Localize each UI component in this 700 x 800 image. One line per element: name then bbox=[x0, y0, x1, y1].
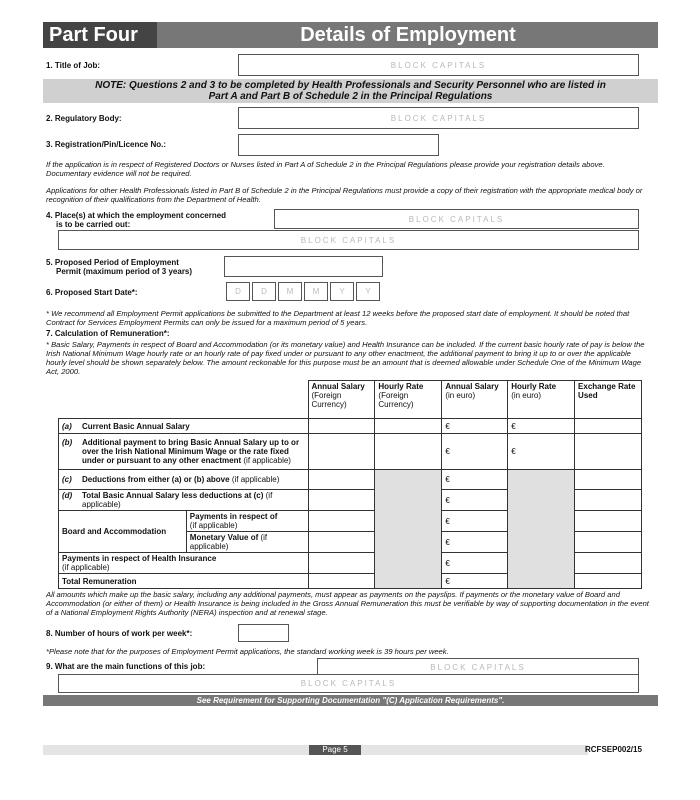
table-row bbox=[59, 434, 642, 470]
cell-a-exchange[interactable] bbox=[575, 419, 642, 434]
hours-note: *Please note that for the purposes of Employment Permit applications, the standard working week is 39 hours per week. bbox=[46, 647, 449, 656]
board-payments-label: Payments in respect of (if applicable) bbox=[186, 511, 308, 532]
start-date-year-2[interactable]: Y bbox=[356, 282, 380, 301]
q1-label: 1. Title of Job: bbox=[46, 61, 101, 70]
start-date-month-2[interactable]: M bbox=[304, 282, 328, 301]
q3-label: 3. Registration/Pin/Licence No.: bbox=[46, 140, 167, 149]
cell-c-annual-fc[interactable] bbox=[308, 470, 375, 490]
info-registered-doctors: If the application is in respect of Registered Doctors or Nurses listed in Part A of Schedule 2 in the Principal Regulations please provide your registration details above. Documentary evidence will not be required. bbox=[46, 160, 605, 178]
remuneration-note: * Basic Salary, Payments in respect of Board and Accommodation (or its monetary value) and Health Insurance can be included. If the current basic hourly rate of pay is below the Irish National Minimum Wage hourly rate or an hourly rate of pay fixed under or pursuant to any other enactment, the additional payment to bring it up to or over the applicable hourly level should be shown separately below. The amount reckonable for this purpose must be an amount that is deemed allowable under Schedule One of the Minimum Wage Act, 2000. bbox=[46, 340, 645, 376]
cell-total-exchange[interactable] bbox=[575, 574, 642, 589]
cell-health-annual-fc[interactable] bbox=[308, 553, 375, 574]
table-header-row bbox=[59, 381, 642, 419]
regulatory-body-input[interactable]: BLOCK CAPITALS bbox=[238, 107, 639, 129]
table-row bbox=[59, 470, 642, 490]
start-date-month-1[interactable]: M bbox=[278, 282, 302, 301]
q4-label-line-2: is to be carried out: bbox=[56, 220, 131, 229]
info-health-professionals: Applications for other Health Professionals listed in Part B of Schedule 2 in the Principal Regulations must provide a copy of their registration with the appropriate medical body or recognition of their qualifications from the Department of Health. bbox=[46, 186, 643, 204]
cell-board-pay-annual-eur[interactable]: € bbox=[442, 511, 508, 532]
main-functions-input-2[interactable]: BLOCK CAPITALS bbox=[58, 674, 639, 693]
amounts-note: All amounts which make up the basic salary, including any additional payments, must appear as payments on the payslips. If payments or the monetary value of Board and Accommodation (or either of them) or Health Insurance is being included in the Gross Annual Remuneration this must be verifiable by way of supporting documentation in the event of a National Employment Rights Authority (NERA) inspection and at renewal stage. bbox=[46, 590, 649, 617]
hourly-eur-shaded bbox=[508, 470, 575, 589]
cell-board-pay-exchange[interactable] bbox=[575, 511, 642, 532]
cell-total-annual-eur[interactable]: € bbox=[442, 574, 508, 589]
start-date-day-2[interactable]: D bbox=[252, 282, 276, 301]
job-title-input[interactable]: BLOCK CAPITALS bbox=[238, 54, 639, 76]
note-bar bbox=[43, 79, 658, 103]
note-line-1: NOTE: Questions 2 and 3 to be completed by Health Professionals and Security Personnel who are listed in bbox=[95, 80, 606, 91]
cell-d-annual-fc[interactable] bbox=[308, 490, 375, 511]
q6-label: 6. Proposed Start Date*: bbox=[46, 288, 138, 297]
cell-d-annual-eur[interactable]: € bbox=[442, 490, 508, 511]
health-insurance-label: Payments in respect of Health Insurance (if applicable) bbox=[59, 553, 309, 574]
start-date-day-1[interactable]: D bbox=[226, 282, 250, 301]
cell-a-annual-eur[interactable]: € bbox=[442, 419, 508, 434]
q5-label-line-2: Permit (maximum period of 3 years) bbox=[56, 267, 193, 276]
form-code: RCFSEP002/15 bbox=[585, 745, 642, 754]
hourly-fc-shaded bbox=[375, 470, 442, 589]
employment-place-input-1[interactable]: BLOCK CAPITALS bbox=[274, 209, 639, 229]
row-a-label: (a) Current Basic Annual Salary bbox=[59, 419, 309, 434]
part-label: Part Four bbox=[43, 22, 157, 48]
q8-label: 8. Number of hours of work per week*: bbox=[46, 629, 193, 638]
cell-d-exchange[interactable] bbox=[575, 490, 642, 511]
cell-board-pay-annual-fc[interactable] bbox=[308, 511, 375, 532]
cell-c-annual-eur[interactable]: € bbox=[442, 470, 508, 490]
q9-label: 9. What are the main functions of this job: bbox=[46, 662, 206, 671]
cell-b-hourly-fc[interactable] bbox=[375, 434, 442, 470]
q2-label: 2. Regulatory Body: bbox=[46, 114, 122, 123]
page-footer bbox=[43, 745, 588, 755]
row-d-label: (d) Total Basic Annual Salary less deductions at (c) (if applicable) bbox=[59, 490, 309, 511]
employment-period-input[interactable] bbox=[224, 256, 383, 277]
cell-b-annual-fc[interactable] bbox=[308, 434, 375, 470]
cell-a-hourly-eur[interactable]: € bbox=[508, 419, 575, 434]
cell-a-hourly-fc[interactable] bbox=[375, 419, 442, 434]
col-hourly-rate-euro: Hourly Rate (in euro) bbox=[508, 381, 575, 419]
remuneration-table bbox=[58, 380, 642, 589]
total-remuneration-label: Total Remuneration bbox=[59, 574, 309, 589]
cell-board-mon-annual-fc[interactable] bbox=[308, 532, 375, 553]
cell-health-annual-eur[interactable]: € bbox=[442, 553, 508, 574]
section-header bbox=[43, 22, 658, 48]
employment-place-input-2[interactable]: BLOCK CAPITALS bbox=[58, 230, 639, 250]
board-monetary-label: Monetary Value of (if applicable) bbox=[186, 532, 308, 553]
col-annual-salary-euro: Annual Salary (in euro) bbox=[442, 381, 508, 419]
registration-number-input[interactable] bbox=[238, 134, 439, 156]
row-c-label: (c) Deductions from either (a) or (b) above (if applicable) bbox=[59, 470, 309, 490]
cell-b-hourly-eur[interactable]: € bbox=[508, 434, 575, 470]
page-number: Page 5 bbox=[309, 745, 361, 755]
cell-a-annual-fc[interactable] bbox=[308, 419, 375, 434]
cell-b-annual-eur[interactable]: € bbox=[442, 434, 508, 470]
cell-health-exchange[interactable] bbox=[575, 553, 642, 574]
note-line-2: Part A and Part B of Schedule 2 in the Principal Regulations bbox=[208, 91, 493, 102]
q7-label: 7. Calculation of Remuneration*: bbox=[46, 329, 170, 338]
col-exchange-rate: Exchange Rate Used bbox=[575, 381, 642, 419]
main-functions-input-1[interactable]: BLOCK CAPITALS bbox=[317, 658, 639, 676]
table-row bbox=[59, 419, 642, 434]
hours-per-week-input[interactable] bbox=[238, 624, 289, 642]
q5-label-line-1: 5. Proposed Period of Employment bbox=[46, 258, 179, 267]
start-date-year-1[interactable]: Y bbox=[330, 282, 354, 301]
q5-label bbox=[46, 258, 192, 276]
cell-b-exchange[interactable] bbox=[575, 434, 642, 470]
board-accommodation-label: Board and Accommodation bbox=[59, 511, 187, 553]
col-hourly-rate-foreign: Hourly Rate (Foreign Currency) bbox=[375, 381, 442, 419]
cell-board-mon-exchange[interactable] bbox=[575, 532, 642, 553]
cell-c-exchange[interactable] bbox=[575, 470, 642, 490]
row-b-label: (b) Additional payment to bring Basic Annual Salary up to or over the Irish National Minimum Wage or the rate fixed under or pursuant to any other enactment (if applicable) bbox=[59, 434, 309, 470]
cell-board-mon-annual-eur[interactable]: € bbox=[442, 532, 508, 553]
recommendation-note: * We recommend all Employment Permit applications be submitted to the Department at least 12 weeks before the proposed start date of employment. It should be noted that Contract for Services Employment Permits can only be issued for a maximum period of 5 years. bbox=[46, 309, 630, 327]
supporting-docs-bar: See Requirement for Supporting Documentation "(C) Application Requirements". bbox=[43, 695, 658, 706]
q4-label-line-1: 4. Place(s) at which the employment concerned bbox=[46, 211, 227, 220]
col-annual-salary-foreign: Annual Salary (Foreign Currency) bbox=[308, 381, 375, 419]
cell-total-annual-fc[interactable] bbox=[308, 574, 375, 589]
q4-label bbox=[46, 211, 226, 229]
section-title: Details of Employment bbox=[300, 24, 516, 46]
